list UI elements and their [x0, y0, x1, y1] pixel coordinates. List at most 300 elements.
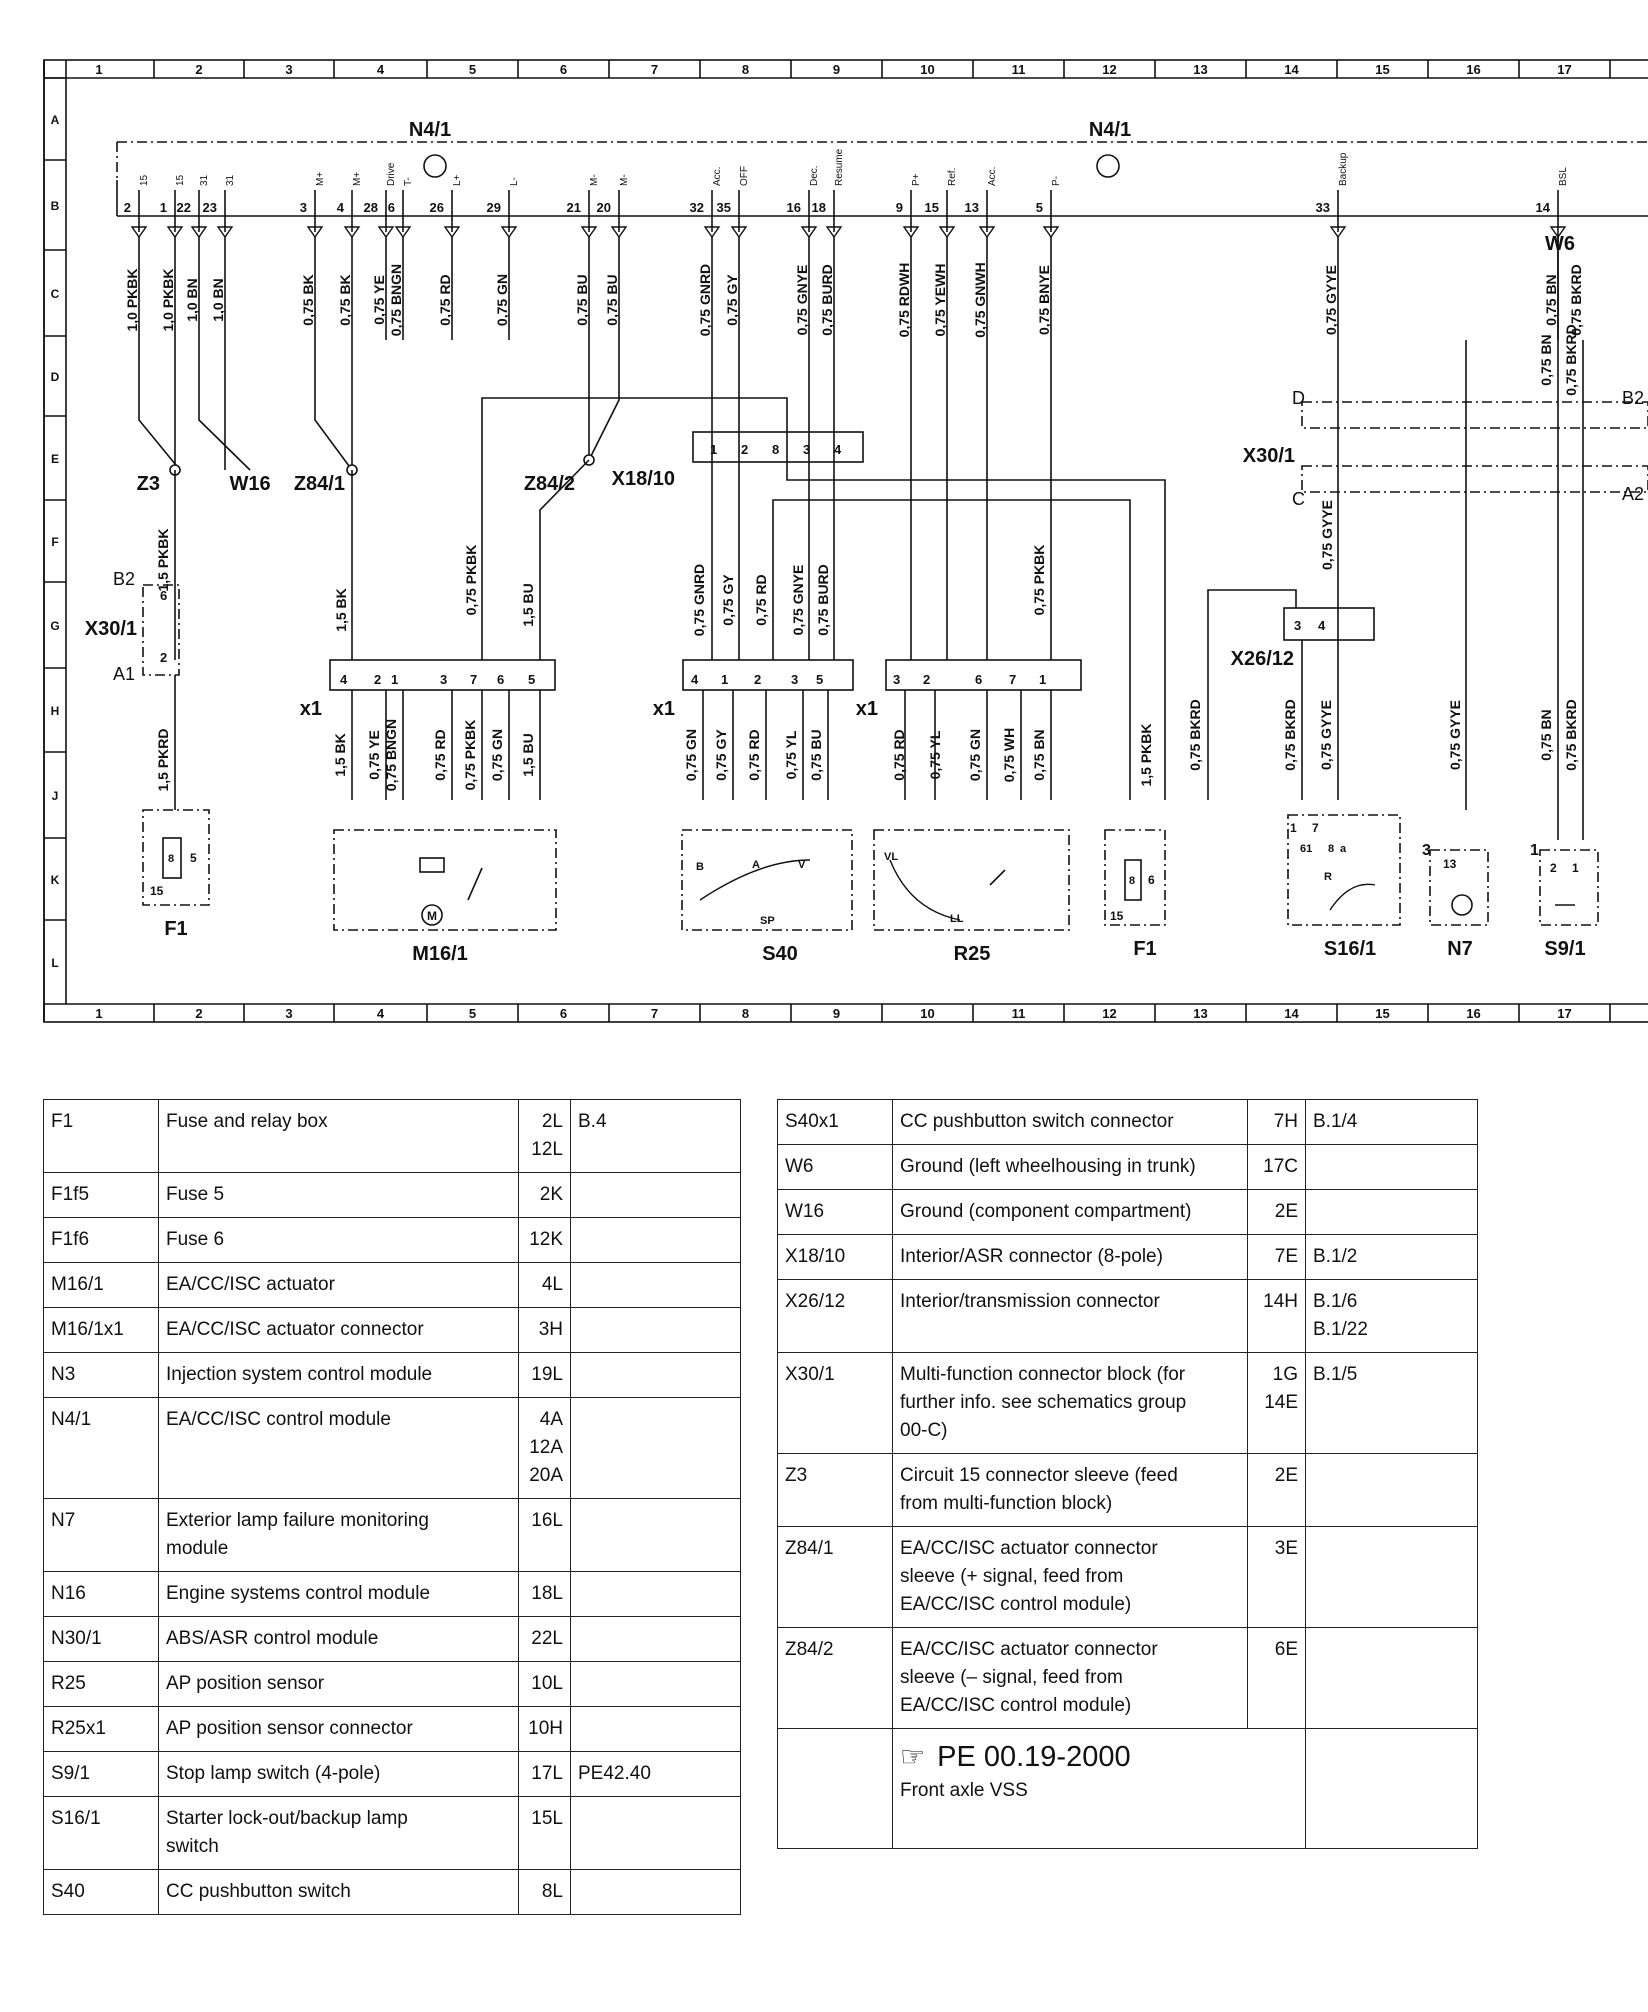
legend-location: 3E: [1248, 1527, 1306, 1628]
pointing-hand-icon: ☞: [900, 1741, 926, 1772]
legend-description: Fuse 5: [159, 1173, 519, 1218]
pin-number: 32: [689, 200, 704, 215]
wire-label-top: 0,75 BNYE: [1036, 264, 1052, 336]
connector-label-x26-12: X26/12: [1230, 648, 1294, 670]
wire-label-bottom: 1,5 BK: [332, 733, 348, 777]
motor-symbol-letter: M: [427, 909, 437, 923]
transistor-icon: [424, 155, 446, 177]
wire-label-bottom: 0,75 GY: [713, 729, 729, 781]
grid-row-label: L: [51, 956, 59, 970]
r25-mark: VL: [884, 851, 899, 863]
component-m16-1-label: M16/1: [412, 943, 468, 965]
grid-column-label: 12: [1102, 1006, 1117, 1021]
x1-pin-number: 6: [975, 672, 983, 687]
legend-reference: [571, 1308, 741, 1353]
connector-x1: [683, 660, 853, 690]
pin-signal: Backup: [1338, 152, 1349, 186]
legend-reference: [571, 1499, 741, 1572]
x1-pin-number: 7: [470, 672, 478, 687]
legend-reference: [1306, 1454, 1478, 1527]
pin-signal: Dec.: [809, 165, 820, 186]
connector-label-x1: x1: [855, 698, 878, 720]
wire-label-mid: 1,5 BU: [520, 583, 536, 627]
legend-reference: [571, 1707, 741, 1752]
connector-label-b2: B2: [112, 569, 135, 589]
wire-label-top: 0,75 BK: [337, 274, 353, 326]
pe-ref-empty: [1306, 1729, 1478, 1849]
wire-label-mid: 0,75 RD: [753, 574, 769, 626]
component-s16-1-label: S16/1: [1323, 938, 1377, 960]
legend-description: Interior/ASR connector (8-pole): [893, 1235, 1248, 1280]
legend-description: CC pushbutton switch connector: [893, 1100, 1248, 1145]
grid-column-label: 12: [1102, 62, 1117, 77]
s40-mark: SP: [760, 915, 775, 927]
legend-code: F1: [44, 1100, 159, 1173]
legend-reference: [571, 1572, 741, 1617]
legend-reference: [571, 1173, 741, 1218]
legend-reference: [571, 1662, 741, 1707]
x1-pin-number: 2: [923, 672, 931, 687]
f1-pin-number: 15: [1110, 909, 1124, 923]
pin-number: 21: [566, 200, 581, 215]
legend-row: [44, 1662, 741, 1707]
wire-label-top: 0,75 YEWH: [932, 263, 948, 337]
grid-row-label: A: [50, 113, 60, 127]
legend-code: Z3: [778, 1454, 893, 1527]
pin-number: 22: [176, 200, 191, 215]
grid-column-label: 5: [468, 1006, 477, 1021]
component-m16-1: [334, 830, 556, 930]
pin-signal: Ref.: [947, 167, 958, 186]
grid-column-label: 9: [832, 62, 841, 77]
wire-label-top: 0,75 YE: [371, 275, 387, 325]
wire-label-bottom: 0,75 BU: [808, 729, 824, 781]
legend-code: N4/1: [44, 1398, 159, 1499]
grid-column-label: 1: [95, 62, 103, 77]
s16-pin-number: a: [1340, 843, 1347, 855]
wire-label-bottom: 0,75 RD: [746, 729, 762, 781]
pin-number: 4: [336, 200, 344, 215]
pin-signal: T-: [403, 177, 414, 186]
legend-reference: B.1/4: [1306, 1100, 1478, 1145]
legend-location: 2K: [519, 1173, 571, 1218]
legend-code: R25x1: [44, 1707, 159, 1752]
legend-row: [778, 1280, 1478, 1353]
s40-mark: B: [696, 861, 704, 873]
wire-label-top: 0,75 BK: [300, 274, 316, 326]
legend-description: Starter lock-out/backup lamp switch: [159, 1797, 519, 1870]
pin-number: 1: [159, 200, 167, 215]
grid-column-label: 2: [195, 1006, 203, 1021]
grid-column-label: 11: [1011, 62, 1026, 77]
legend-code: N30/1: [44, 1617, 159, 1662]
legend-location: 19L: [519, 1353, 571, 1398]
legend-location: 10H: [519, 1707, 571, 1752]
diagram-frame: [44, 60, 1648, 1022]
pin-number: 6: [387, 200, 395, 215]
grid-row-label: D: [50, 370, 60, 384]
legend-location: 7H: [1248, 1100, 1306, 1145]
grid-column-label: 14: [1284, 1006, 1299, 1021]
legend-description: Exterior lamp failure monitoring module: [159, 1499, 519, 1572]
pin-signal: 31: [199, 174, 210, 186]
pin-signal: M-: [589, 174, 600, 186]
legend-code: N16: [44, 1572, 159, 1617]
pin-number: 33: [1315, 200, 1330, 215]
switch-contact: [990, 870, 1005, 885]
legend-reference: B.4: [571, 1100, 741, 1173]
wire-label-top: 0,75 RD: [437, 274, 453, 326]
legend-row: [778, 1190, 1478, 1235]
wire-label-mid: 0,75 BN: [1538, 334, 1554, 386]
grid-row-label: C: [50, 287, 60, 301]
legend-row: [44, 1617, 741, 1662]
legend-reference: B.1/5: [1306, 1353, 1478, 1454]
connector-label-x18-10: X18/10: [611, 468, 675, 490]
legend-description: Interior/transmission connector: [893, 1280, 1248, 1353]
connector-x30-1-top: [1302, 402, 1648, 428]
grid-column-label: 1: [95, 1006, 103, 1021]
grid-column-label: 17: [1557, 1006, 1572, 1021]
pin-signal: 31: [225, 174, 236, 186]
legend-row: [778, 1353, 1478, 1454]
x1-pin-number: 5: [528, 672, 536, 687]
wire-label-bottom: 0,75 GN: [967, 728, 983, 782]
pin-signal: P+: [911, 173, 922, 186]
f1-pin-number: 8: [1129, 875, 1136, 887]
wire-label-top: 0,75 BNGN: [388, 263, 404, 337]
wire-label-bottom: 0,75 BN: [1031, 729, 1047, 781]
legend-row: [778, 1628, 1478, 1729]
pin-number: 2: [123, 200, 131, 215]
wire-label-top: 0,75 BU: [574, 274, 590, 326]
wire-label-mid: 0,75 PKBK: [1031, 544, 1047, 616]
legend-code: M16/1x1: [44, 1308, 159, 1353]
grid-column-label: 7: [650, 62, 659, 77]
legend-description: EA/CC/ISC actuator connector: [159, 1308, 519, 1353]
pe-reference-subtitle: Front axle VSS: [900, 1780, 1028, 1801]
legend-code: M16/1: [44, 1263, 159, 1308]
wire-label-bottom: 0,75 BKRD: [1187, 699, 1203, 771]
grid-column-label: 4: [376, 1006, 385, 1021]
legend-location: 18L: [519, 1572, 571, 1617]
legend-location: 4L: [519, 1263, 571, 1308]
legend-row: [44, 1572, 741, 1617]
connector-label-c: C: [1292, 489, 1305, 509]
pin-number: 3: [299, 200, 307, 215]
legend-description: AP position sensor: [159, 1662, 519, 1707]
legend-code: X18/10: [778, 1235, 893, 1280]
component-r25: [874, 830, 1069, 930]
wire-label-top: 0,75 BKRD: [1568, 264, 1584, 336]
connector-label-a2: A2: [1622, 484, 1645, 504]
component-s16-1: [1288, 815, 1400, 925]
s16-pin-number: 8: [1328, 843, 1335, 855]
wire-label-top: 0,75 GY: [724, 274, 740, 326]
pin-number: 26: [429, 200, 444, 215]
wire-label-mid: 0,75 GYYE: [1319, 499, 1335, 571]
pin-signal: 15: [175, 174, 186, 186]
transistor-icon: [1452, 895, 1472, 915]
f1-pin-number: 6: [1148, 873, 1155, 887]
grid-column-label: 15: [1375, 1006, 1390, 1021]
wire-label-top: 0,75 GNYE: [794, 264, 810, 336]
pin-number: 5: [1035, 200, 1043, 215]
legend-location: 2E: [1248, 1190, 1306, 1235]
connector-label-a1: A1: [112, 664, 135, 684]
legend-location: 14H: [1248, 1280, 1306, 1353]
legend-row: [44, 1398, 741, 1499]
legend-row: [778, 1454, 1478, 1527]
legend-location: 12K: [519, 1218, 571, 1263]
sensor-arc: [890, 860, 960, 920]
wire-label-top: 0,75 BN: [1543, 274, 1559, 326]
wire-label-bottom: 0,75 GYYE: [1447, 699, 1463, 771]
wire-label-bottom: 1,5 PKRD: [155, 728, 171, 792]
legend-row: [44, 1797, 741, 1870]
grid-column-label: 13: [1193, 62, 1208, 77]
pin-signal: BSL: [1558, 167, 1569, 186]
legend-location: 17C: [1248, 1145, 1306, 1190]
pin-signal: M-: [619, 174, 630, 186]
connector-label-x1: x1: [652, 698, 675, 720]
legend-row: [44, 1499, 741, 1572]
component-f1-label: F1: [164, 918, 188, 940]
wire-label-top: 1,0 PKBK: [124, 268, 140, 332]
legend-description: Ground (component compartment): [893, 1190, 1248, 1235]
legend-description: Injection system control module: [159, 1353, 519, 1398]
legend-reference: [571, 1797, 741, 1870]
legend-code: W16: [778, 1190, 893, 1235]
legend-location: 16L: [519, 1499, 571, 1572]
legend-description: Fuse and relay box: [159, 1100, 519, 1173]
legend-description: EA/CC/ISC actuator: [159, 1263, 519, 1308]
wire-label-mid: 0,75 GNRD: [691, 563, 707, 637]
pin-signal: Acc.: [712, 166, 723, 186]
grid-row-label: B: [50, 199, 60, 213]
s16-pin-number: R: [1324, 871, 1332, 883]
legend-description: Ground (left wheelhousing in trunk): [893, 1145, 1248, 1190]
connector-label-x30-1: X30/1: [1242, 445, 1295, 467]
legend-code: N7: [44, 1499, 159, 1572]
pin-signal: L-: [509, 177, 520, 186]
grid-column-label: 6: [559, 62, 568, 77]
grid-column-label: 4: [376, 62, 385, 77]
x1-pin-number: 2: [374, 672, 382, 687]
x1-pin-number: 7: [1009, 672, 1017, 687]
component-s9-1-label: S9/1: [1544, 938, 1586, 960]
legend-description: Circuit 15 connector sleeve (feed from multi-function block): [893, 1454, 1248, 1527]
legend-code: S40x1: [778, 1100, 893, 1145]
x18-pin-number: 1: [710, 442, 718, 457]
legend-code: Z84/1: [778, 1527, 893, 1628]
pin-number: 35: [716, 200, 731, 215]
pe-reference-cell: [893, 1729, 1306, 1849]
switch-sector: [1330, 884, 1375, 910]
legend-row: [778, 1235, 1478, 1280]
wire-label-bottom: 0,75 BN: [1538, 709, 1554, 761]
wire: [773, 500, 1130, 800]
legend-row: [44, 1263, 741, 1308]
wire-label-top: 1,0 BN: [210, 278, 226, 322]
pin-signal: OFF: [739, 166, 750, 186]
pin-number: 13: [964, 200, 979, 215]
switch-contact: [468, 868, 482, 900]
wire-label-bottom: 0,75 GYYE: [1318, 699, 1334, 771]
legend-reference: [1306, 1190, 1478, 1235]
n7-pin-number: 13: [1443, 857, 1457, 871]
wire-label-bottom: 0,75 BKRD: [1563, 699, 1579, 771]
grid-column-label: 14: [1284, 62, 1299, 77]
pe-reference-row: [778, 1729, 1478, 1849]
legend-description: EA/CC/ISC control module: [159, 1398, 519, 1499]
grid-column-label: 9: [832, 1006, 841, 1021]
x1-pin-number: 1: [391, 672, 399, 687]
connector-label-x30-1: X30/1: [84, 618, 137, 640]
legend-reference: [1306, 1527, 1478, 1628]
n7-pin-number: 3: [1422, 842, 1431, 859]
legend-code: S40: [44, 1870, 159, 1915]
legend-row: [44, 1707, 741, 1752]
wire-label-bottom: 0,75 PKBK: [462, 719, 478, 791]
wire-label-top: 0,75 BU: [604, 274, 620, 326]
wire-label-mid: 0,75 GNYE: [790, 564, 806, 636]
wire-label-bottom: 0,75 YE: [366, 730, 382, 780]
connector-label-d: D: [1292, 388, 1305, 408]
wire-label-top: 0,75 GN: [494, 273, 510, 327]
x1-pin-number: 2: [754, 672, 762, 687]
component-n7-label: N7: [1447, 938, 1473, 960]
grid-row-label: J: [51, 789, 59, 803]
grid-column-label: 10: [920, 1006, 935, 1021]
x18-pin-number: 8: [772, 442, 780, 457]
component-legend-left: [43, 1099, 741, 1915]
connector-label-x1: x1: [299, 698, 322, 720]
legend-location: 2E: [1248, 1454, 1306, 1527]
wire-label-top: 0,75 RDWH: [896, 262, 912, 338]
legend-row: [778, 1527, 1478, 1628]
legend-description: Multi-function connector block (for further info. see schematics group 00-C): [893, 1353, 1248, 1454]
wire-label-bottom: 1,5 BU: [520, 733, 536, 777]
legend-row: [44, 1308, 741, 1353]
x1-pin-number: 3: [440, 672, 448, 687]
legend-description: CC pushbutton switch: [159, 1870, 519, 1915]
grid-column-label: 16: [1466, 1006, 1481, 1021]
pin-signal: M+: [315, 171, 326, 186]
legend-code: F1f6: [44, 1218, 159, 1263]
legend-description: Engine systems control module: [159, 1572, 519, 1617]
wire: [589, 340, 619, 460]
wire-label-bottom: 0,75 YL: [927, 730, 943, 780]
grid-column-label: 2: [195, 62, 203, 77]
legend-location: 2L 12L: [519, 1100, 571, 1173]
wire-label-top: 0,75 GNWH: [972, 262, 988, 338]
wire-label-mid: 0,75 BURD: [815, 564, 831, 636]
legend-reference: [571, 1870, 741, 1915]
pin-signal: Drive: [386, 162, 397, 186]
legend-row: [778, 1100, 1478, 1145]
legend-reference: [571, 1263, 741, 1308]
pin-number: 16: [786, 200, 801, 215]
grid-column-label: 11: [1011, 1006, 1026, 1021]
wire-label-bottom: 0,75 RD: [891, 729, 907, 781]
s9-pin-number: 1: [1572, 861, 1579, 875]
s9-pin-number: 1: [1530, 842, 1539, 859]
legend-row: [44, 1173, 741, 1218]
s40-mark: V: [798, 859, 806, 871]
f1-pin-number: 5: [190, 851, 197, 865]
legend-row: [44, 1100, 741, 1173]
x1-pin-number: 6: [497, 672, 505, 687]
pin-number: 18: [811, 200, 826, 215]
r25-mark: LL: [950, 913, 964, 925]
grid-column-label: 8: [741, 1006, 750, 1021]
legend-code: S16/1: [44, 1797, 159, 1870]
connector-x30-1-bottom: [1302, 466, 1648, 492]
wire-label-bottom: 0,75 BKRD: [1282, 699, 1298, 771]
wire-label-top: 1,0 PKBK: [160, 268, 176, 332]
connector-label-z3: Z3: [136, 473, 160, 495]
legend-reference: [571, 1218, 741, 1263]
x1-pin-number: 4: [340, 672, 348, 687]
legend-description: EA/CC/ISC actuator connector sleeve (+ signal, feed from EA/CC/ISC control module): [893, 1527, 1248, 1628]
f1-pin-number: 15: [150, 884, 164, 898]
wire: [139, 340, 180, 470]
grid-column-label: 16: [1466, 62, 1481, 77]
legend-location: 3H: [519, 1308, 571, 1353]
grid-row-label: K: [50, 873, 60, 887]
wire-label-mid: 1,5 BK: [333, 588, 349, 632]
pin-number: 9: [895, 200, 903, 215]
legend-location: 6E: [1248, 1628, 1306, 1729]
x18-pin-number: 2: [741, 442, 749, 457]
wire-label-mid: 1,5 PKBK: [155, 528, 171, 592]
grid-column-label: 15: [1375, 62, 1390, 77]
grid-column-label: 10: [920, 62, 935, 77]
pe-empty-cell: [778, 1729, 893, 1849]
x1-pin-number: 4: [691, 672, 699, 687]
legend-code: S9/1: [44, 1752, 159, 1797]
legend-code: F1f5: [44, 1173, 159, 1218]
pin-signal: 15: [139, 174, 150, 186]
pin-signal: Acc.: [987, 166, 998, 186]
x1-pin-number: 5: [816, 672, 824, 687]
wire-label-bottom: 0,75 GN: [683, 728, 699, 782]
grid-row-label: E: [50, 452, 60, 466]
connector-label-w16: W16: [229, 473, 271, 495]
wire-label-top: 0,75 GNRD: [697, 263, 713, 337]
grid-column-label: 13: [1193, 1006, 1208, 1021]
wire: [315, 340, 352, 470]
wire-label-top: 1,0 BN: [184, 278, 200, 322]
legend-description: ABS/ASR control module: [159, 1617, 519, 1662]
grid-column-label: 7: [650, 1006, 659, 1021]
ground-label-w6: W6: [1545, 233, 1575, 255]
s40-mark: A: [752, 859, 760, 871]
component-legend-right: [777, 1099, 1478, 1849]
transistor-icon: [1097, 155, 1119, 177]
legend-description: EA/CC/ISC actuator connector sleeve (– signal, feed from EA/CC/ISC control module): [893, 1628, 1248, 1729]
legend-reference: [571, 1617, 741, 1662]
legend-description: Stop lamp switch (4-pole): [159, 1752, 519, 1797]
x18-pin-number: 3: [803, 442, 811, 457]
wire-label-mid: 0,75 PKBK: [463, 544, 479, 616]
grid-row-label: F: [51, 535, 59, 549]
grid-row-label: H: [50, 704, 60, 718]
legend-location: 15L: [519, 1797, 571, 1870]
wire-label-bottom: 0,75 RD: [432, 729, 448, 781]
legend-reference: [571, 1398, 741, 1499]
